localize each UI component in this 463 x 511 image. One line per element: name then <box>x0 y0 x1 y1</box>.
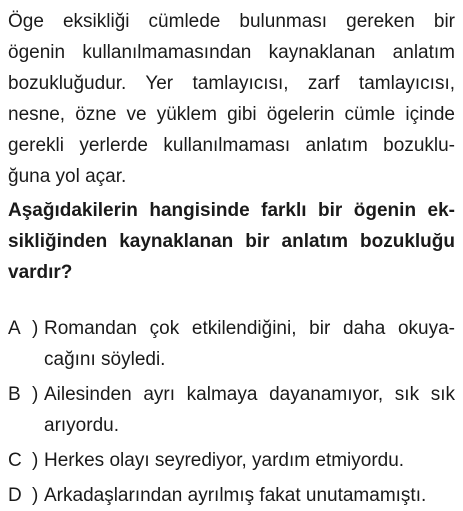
option-a[interactable] <box>8 313 455 375</box>
passage <box>8 6 455 192</box>
option-text: Arkadaşlarından ayrılmış fakat unutamamıştı. <box>44 485 427 506</box>
question-line: Aşağıdakilerin hangisinde farklı bir ögenin ek- <box>8 200 455 221</box>
passage-line: ğuna yol açar. <box>8 166 127 187</box>
option-c[interactable] <box>8 445 455 476</box>
question-stem <box>8 195 455 288</box>
option-letter: B <box>8 384 21 405</box>
option-text: arıyordu. <box>44 415 119 436</box>
option-text: Romandan çok etkilendiğini, bir daha okuya- <box>44 318 455 339</box>
option-text: Ailesinden ayrı kalmaya dayanamıyor, sık sık <box>44 384 455 405</box>
option-letter: C <box>8 450 22 471</box>
option-b[interactable] <box>8 379 455 441</box>
passage-line: nesne, özne ve yüklem gibi ögelerin cümle içinde <box>8 104 455 125</box>
question-line: vardır? <box>8 262 73 283</box>
option-d[interactable] <box>8 480 455 511</box>
option-paren: ) <box>32 450 39 471</box>
passage-line: bozukluğudur. Yer tamlayıcısı, zarf tamlayıcısı, <box>8 73 455 94</box>
option-text: Herkes olayı seyrediyor, yardım etmiyordu. <box>44 450 405 471</box>
option-letter: A <box>8 318 21 339</box>
answer-options <box>8 313 455 511</box>
option-paren: ) <box>32 384 39 405</box>
passage-line: gerekli yerlerde kullanılmaması anlatım bozuklu- <box>8 135 455 156</box>
option-paren: ) <box>32 485 39 506</box>
option-text: cağını söyledi. <box>44 349 166 370</box>
passage-line: Öge eksikliği cümlede bulunması gereken bir <box>8 11 455 32</box>
option-paren: ) <box>32 318 39 339</box>
option-letter: D <box>8 485 22 506</box>
passage-line: ögenin kullanılmamasından kaynaklanan anlatım <box>8 42 455 63</box>
question-line: sikliğinden kaynaklanan bir anlatım bozukluğu <box>8 231 455 252</box>
